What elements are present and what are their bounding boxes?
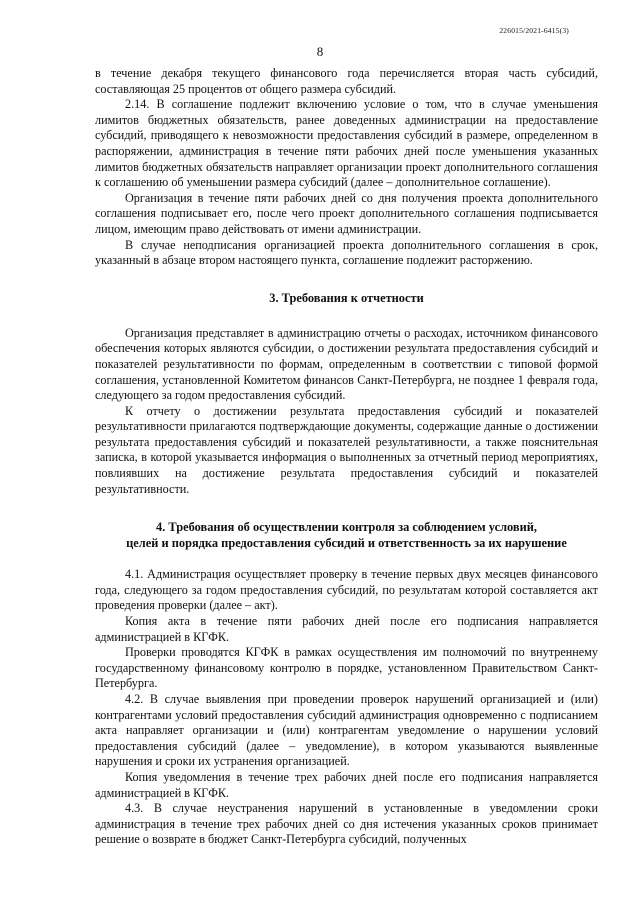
paragraph: Копия акта в течение пяти рабочих дней после его подписания направляется администрацией в КГФК. <box>95 614 598 644</box>
paragraph: Организация в течение пяти рабочих дней со дня получения проекта дополнительного соглашения подписывает его, после чего проект дополнительного соглашения подписывается лицом, имеющим право действовать от имени администрации. <box>95 190 598 236</box>
paragraph: 2.14. В соглашение подлежит включению условие о том, что в случае уменьшения лимитов бюджетных обязательств, ранее доведенных администрации на предоставление субсидий, приводящего к невозможности предоставления субсидий в размере, определенном в распоряжении, администрация в течение пяти рабочих дней после уменьшения указанных лимитов бюджетных обязательств направляет организации проект дополнительного соглашения к соглашению об уменьшении размера субсидий (далее – дополнительное соглашение). <box>95 97 598 190</box>
paragraph: К отчету о достижении результата предоставления субсидий и показателей результативности прилагаются подтверждающие документы, содержащие данные о достижении результата предоставления субсидий и показателей результативности, а также пояснительная записка, в которой указывается информация о выполненных за отчетный период мероприятиях, повлиявших на достижение результата предоставления субсидий и показателей результативности. <box>95 403 598 496</box>
paragraph: в течение декабря текущего финансового года перечисляется вторая часть субсидий, составляющая 25 процентов от общего размера субсидий. <box>95 66 598 96</box>
paragraph: 4.3. В случае неустранения нарушений в установленные в уведомлении сроки администрация в течение трех рабочих дней со дня истечения указанных сроков принимает решение о возврате в бюджет Санкт-Петербурга субсидий, полученных <box>95 801 598 847</box>
paragraph: Копия уведомления в течение трех рабочих дней после его подписания направляется администрацией в КГФК. <box>95 769 598 800</box>
section-heading-control <box>95 519 598 551</box>
paragraph: 4.2. В случае выявления при проведении проверок нарушений организацией и (или) контрагентами условий предоставления субсидий администрация одновременно с подписанием акта направляет организации и (или) контрагентам уведомление о нарушении условий предоставления субсидий (далее – уведомление), в котором указываются выявленные нарушения и сроки их устранения организацией. <box>95 692 598 769</box>
page-number: 8 <box>316 44 324 59</box>
section-heading-line: целей и порядка предоставления субсидий и ответственность за их нарушение <box>126 536 567 551</box>
document-body <box>95 66 598 848</box>
document-registration-number: 226015/2021-6415(3) <box>499 26 569 35</box>
paragraph: В случае неподписания организацией проекта дополнительного соглашения в срок, указанный в абзаце втором настоящего пункта, соглашение подлежит расторжению. <box>95 237 598 268</box>
section-heading-line: 4. Требования об осуществлении контроля за соблюдением условий, <box>156 520 537 535</box>
section-heading-reporting: 3. Требования к отчетности <box>269 290 424 305</box>
paragraph: Организация представляет в администрацию отчеты о расходах, источником финансового обеспечения которых являются субсидии, о достижении результата предоставления субсидий и показателей результативности по формам, определенным в соответствии с типовой формой соглашения, установленной Комитетом финансов Санкт-Петербурга, не позднее 1 февраля года, следующего за годом предоставления субсидий. <box>95 325 598 403</box>
paragraph: Проверки проводятся КГФК в рамках осуществления им полномочий по внутреннему государственному финансовому контролю в порядке, установленном Правительством Санкт-Петербурга. <box>95 645 598 691</box>
paragraph: 4.1. Администрация осуществляет проверку в течение первых двух месяцев финансового года, следующего за годом предоставления субсидий, по результатам которой составляется акт проведения проверки (далее – акт). <box>95 567 598 613</box>
